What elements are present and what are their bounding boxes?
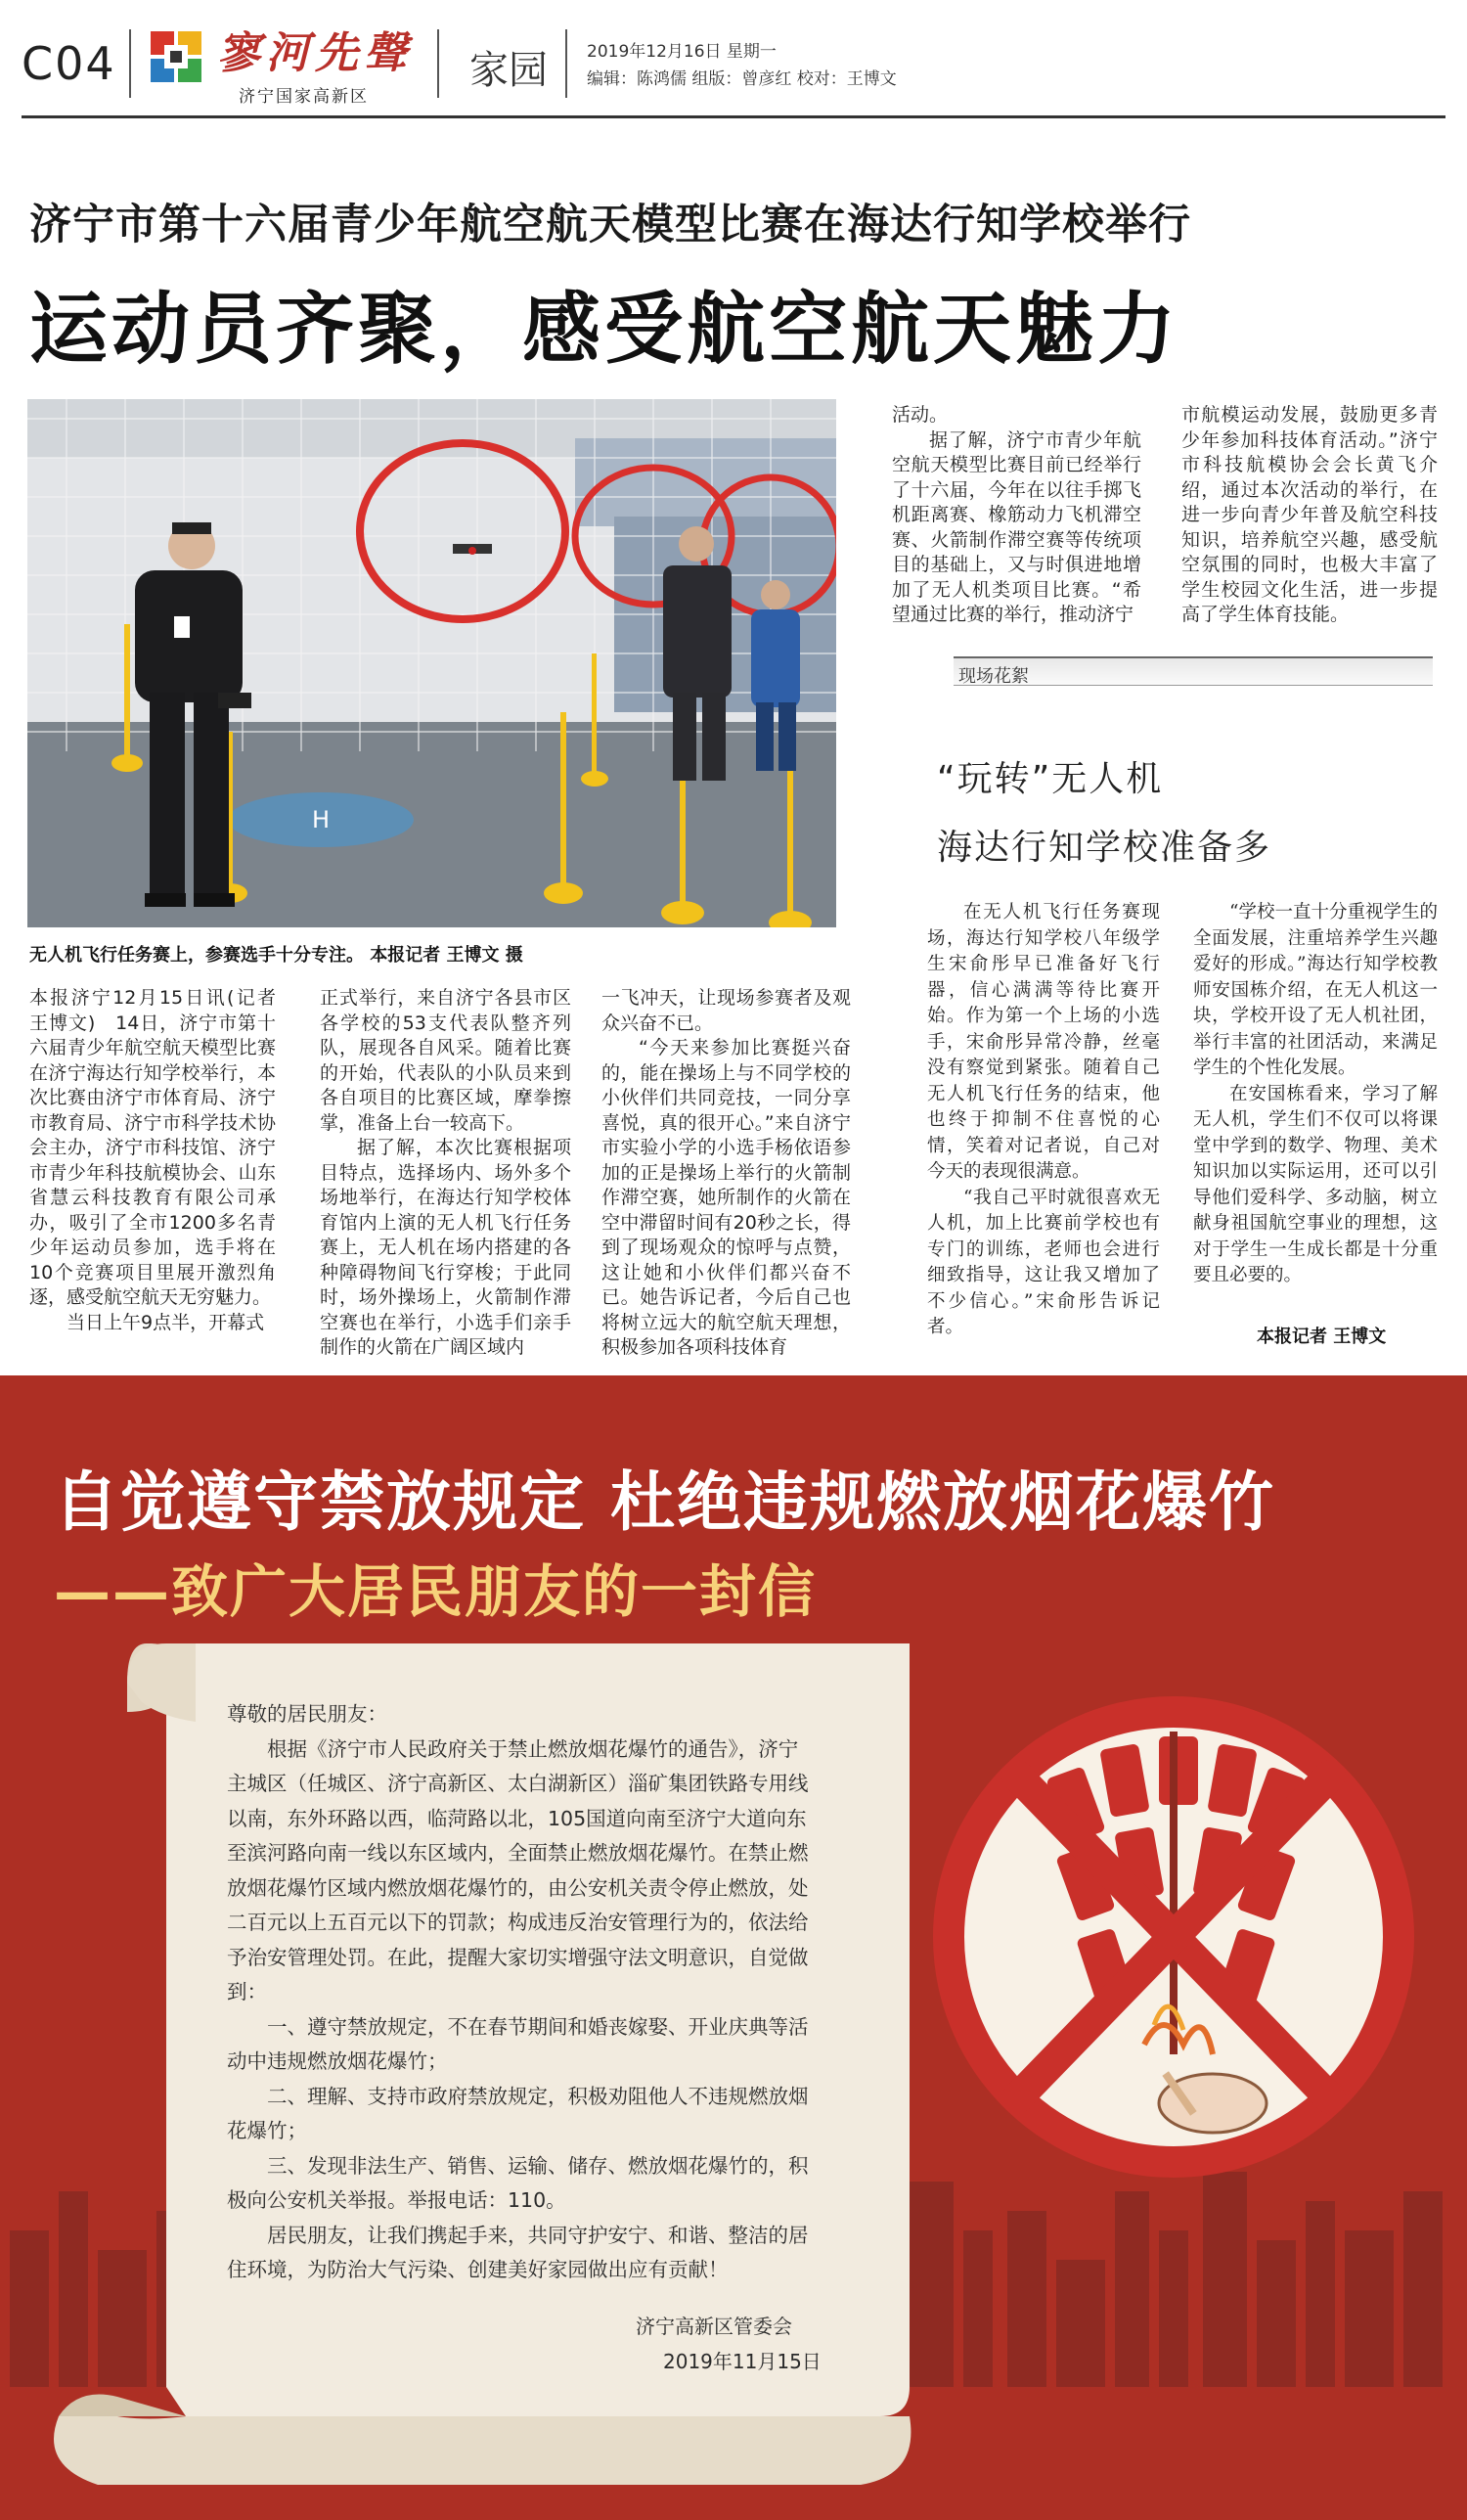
svg-text:H: H: [311, 806, 331, 833]
article-column-4: [892, 403, 1141, 628]
notice-letter: [227, 1697, 814, 2288]
dateline: 2019年12月16日 星期一: [587, 42, 777, 62]
sidebar-paragraph: “我自己平时就很喜欢无人机，加上比赛前学校也有专门的训练，老师也会进行细致指导，这让我又增加了不少信心。”宋俞彤告诉记者。: [927, 1187, 1160, 1337]
article-paragraph: 市航模运动发展，鼓励更多青少年参加科技体育活动。”济宁市科技航模协会会长黄飞介绍，通过本次活动的举行，在进一步向青少年普及航空科技知识，培养航空兴趣，感受航空氛围的同时，也极大丰富了学生校园文化生活，进一步提高了学生体育技能。: [1181, 404, 1438, 625]
article-paragraph: 正式举行，来自济宁各县市区各学校的53支代表队整齐列队，展现各自风采。随着比赛的开始，代表队的小队员来到各自项目的比赛区域，摩拳擦掌，准备上台一较高下。: [320, 987, 571, 1134]
letter-paragraph: 一、遵守禁放规定，不在春节期间和婚丧嫁娶、开业庆典等活动中违规燃放烟花爆竹；: [227, 2014, 809, 2073]
sidebar-byline: 本报记者 王博文: [1257, 1327, 1387, 1347]
article-paragraph: 本报济宁12月15日讯(记者 王博文) 14日，济宁市第十六届青少年航空航天模型比赛在济宁海达行知学校举行，本次比赛由济宁市体育局、济宁市教育局、济宁市科学技术协会主办，济宁市科技馆、济宁市青少年科技航模协会、山东省慧云科技教育有限公司承办，吸引了全市1200多名青少年运动员参加，选手将在10个竞赛项目里展开激烈角逐，感受航空航天无穷魅力。: [29, 987, 295, 1308]
logo-icon: [147, 27, 205, 86]
masthead-divider: [129, 29, 131, 98]
letter-salutation: 尊敬的居民朋友：: [227, 1702, 387, 1726]
notice-title: 自觉遵守禁放规定 杜绝违规燃放烟花爆竹: [54, 1464, 1275, 1540]
article-paragraph: 据了解，济宁市青少年航空航天模型比赛目前已经举行了十六届，今年在以往手掷飞机距离赛、橡筋动力飞机滞空赛、火箭制作滞空赛等传统项目的基础上，又与时俱进地增加了无人机类项目比赛。“希望通过比赛的举行，推动济宁: [892, 428, 1141, 625]
article-paragraph: 据了解，本次比赛根据项目特点，选择场内、场外多个场地举行，在海达行知学校体育馆内上演的无人机飞行任务赛上，无人机在场内搭建的各种障碍物间飞行穿梭；于此同时，场外操场上，火箭制作滞空赛也在举行，小选手们亲手制作的火箭在广阔区域内: [320, 1137, 571, 1358]
article-photo: [27, 399, 836, 927]
article-column-1: [29, 986, 295, 1335]
sidebar-title: “玩转”无人机: [937, 759, 1164, 799]
masthead-divider: [565, 29, 567, 98]
letter-paragraph: 三、发现非法生产、销售、运输、储存、燃放烟花爆竹的，积极向公安机关举报。举报电话：110。: [227, 2153, 809, 2212]
sidebar-column-2: [1193, 900, 1438, 1289]
page-number: C04: [22, 37, 116, 90]
staff-credits: 编辑：陈鸿儒 组版：曾彦红 校对：王博文: [587, 69, 897, 89]
notice-subtitle: ——致广大居民朋友的一封信: [54, 1558, 818, 1625]
letter-paragraph: 根据《济宁市人民政府关于禁止燃放烟花爆竹的通告》，济宁主城区（任城区、济宁高新区、太白湖新区）淄矿集团铁路专用线以南，东外环路以西，临菏路以北，105国道向南至济宁大道向东至滨河路向南一线以东区域内，全面禁止燃放烟花爆竹。在禁止燃放烟花爆竹区域内燃放烟花爆竹的，由公安机关责令停止燃放，处二百元以上五百元以下的罚款；构成违反治安管理行为的，依法给予治安管理处罚。在此，提醒大家切实增强守法文明意识，自觉做到：: [227, 1736, 809, 2003]
article-headline: 运动员齐聚，感受航空航天魅力: [29, 284, 1179, 375]
sidebar-subtitle: 海达行知学校准备多: [937, 828, 1272, 868]
article-column-5: [1181, 403, 1438, 628]
photo-caption: 无人机飞行任务赛上，参赛选手十分专注。 本报记者 王博文 摄: [29, 945, 523, 966]
newspaper-brand: 寥河先聲: [217, 28, 413, 78]
sidebar-column-1: [927, 900, 1160, 1341]
article-column-3: [601, 986, 851, 1361]
masthead-rule: [22, 115, 1445, 118]
letter-signature-date: 2019年11月15日: [663, 2350, 822, 2373]
sidebar-paragraph: 在安国栋看来，学习了解无人机，学生们不仅可以将课堂中学到的数学、物理、美术知识加以实际运用，还可以引导他们爱科学、多动脑，树立献身祖国航空事业的理想，这对于学生一生成长都是十分重要且必要的。: [1193, 1083, 1438, 1285]
article-paragraph: 一飞冲天，让现场参赛者及观众兴奋不已。: [601, 987, 851, 1034]
letter-paragraph: 二、理解、支持市政府禁放规定，积极劝阻他人不违规燃放烟花爆竹；: [227, 2084, 809, 2142]
section-name: 家园: [469, 48, 548, 93]
sidebar-label: 现场花絮: [958, 666, 1029, 687]
sidebar-paragraph: “学校一直十分重视学生的全面发展，注重培养学生兴趣爱好的形成。”海达行知学校教师安国栋介绍，在无人机这一块，学校开设了无人机社团，举行丰富的社团活动，来满足学生的个性化发展。: [1193, 902, 1438, 1078]
newspaper-brand-sub: 济宁国家高新区: [239, 87, 369, 107]
article-subheadline: 济宁市第十六届青少年航空航天模型比赛在海达行知学校举行: [29, 201, 1191, 249]
article-paragraph: “今天来参加比赛挺兴奋的，能在操场上与不同学校的小伙伴们共同竞技，一同分享喜悦，真的很开心。”来自济宁市实验小学的小选手杨依语参加的正是操场上举行的火箭制作滞空赛，她所制作的火箭在空中滞留时间有20秒之长，得到了现场观众的惊呼与点赞，这让她和小伙伴们都兴奋不已。她告诉记者，今后自己也将树立远大的航空航天理想，积极参加各项科技体育: [601, 1037, 851, 1358]
masthead-divider: [437, 29, 439, 98]
letter-signature-org: 济宁高新区管委会: [636, 2315, 792, 2338]
sidebar-paragraph: 在无人机飞行任务赛现场，海达行知学校八年级学生宋俞彤早已准备好飞行器，信心满满等待比赛开始。作为第一个上场的小选手，宋俞彤异常冷静，丝毫没有察觉到紧张。随着自己无人机飞行任务的结束，他也终于抑制不住喜悦的心情，笑着对记者说，自己对今天的表现很满意。: [927, 902, 1160, 1182]
article-column-2: [320, 986, 571, 1361]
no-firecrackers-icon: [919, 1653, 1428, 2201]
letter-paragraph: 居民朋友，让我们携起手来，共同守护安宁、和谐、整洁的居住环境，为防治大气污染、创建美好家园做出应有贡献！: [227, 2223, 809, 2281]
article-paragraph: 当日上午9点半，开幕式: [67, 1311, 265, 1333]
article-paragraph: 活动。: [892, 404, 949, 426]
